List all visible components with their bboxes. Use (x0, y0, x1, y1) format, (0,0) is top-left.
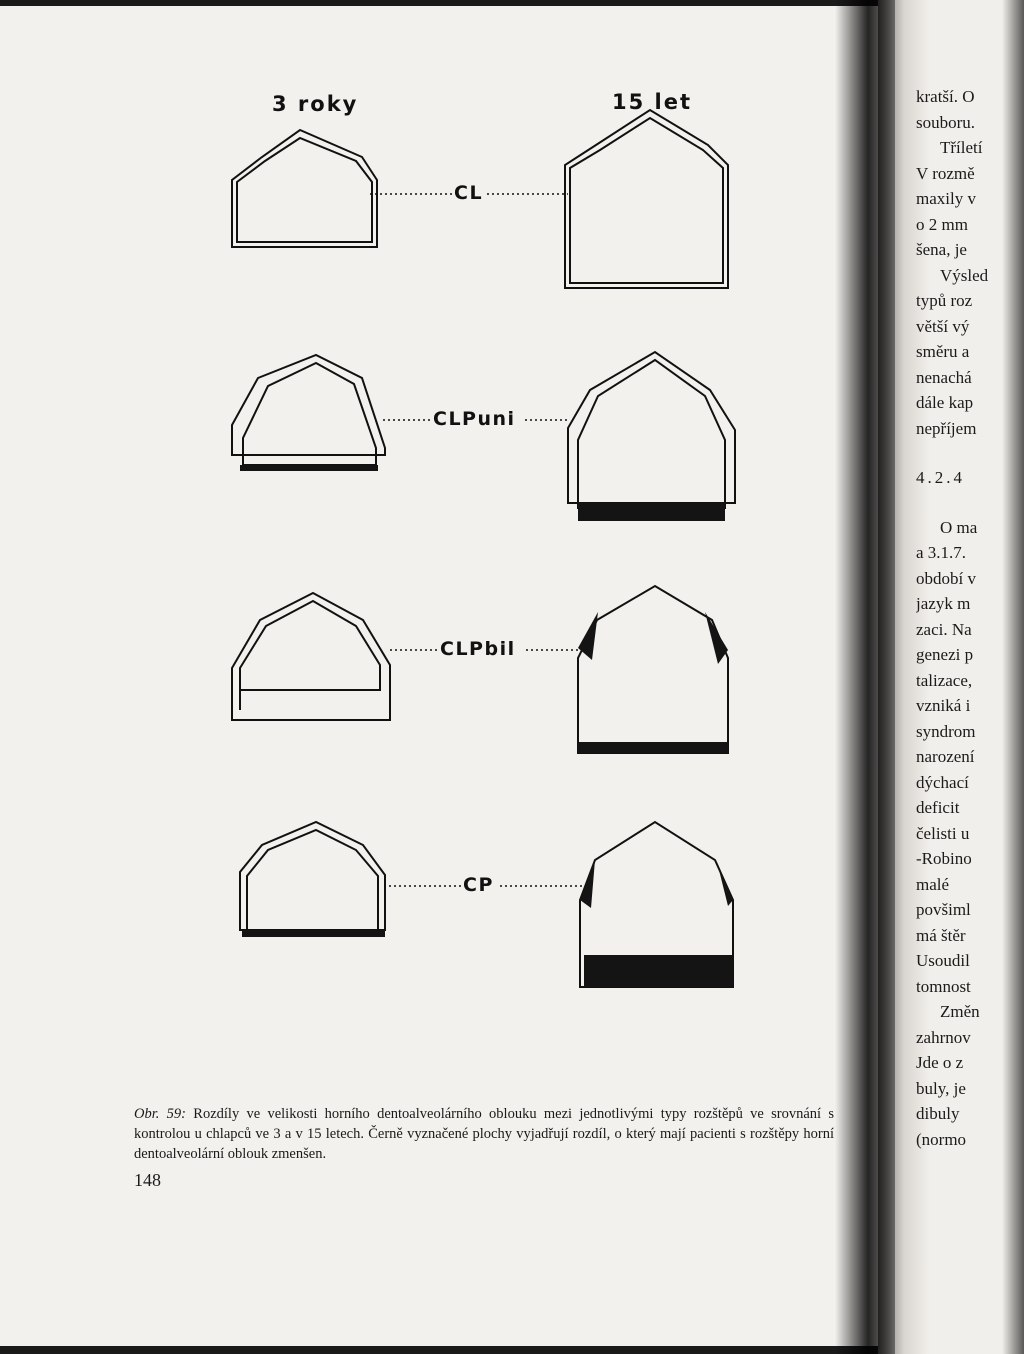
text-line: genezi p (916, 645, 974, 664)
arch-clpuni-3-roky (232, 355, 385, 465)
difference-areas (240, 465, 733, 987)
difference-cp-3-roky (242, 930, 385, 937)
difference-clpuni-3-roky (240, 465, 378, 471)
text-line: šena, je (916, 240, 967, 259)
column-title-15-let: 15 let (612, 90, 693, 114)
text-line: období v (916, 568, 976, 588)
text-line: (normo (916, 1129, 967, 1149)
text-line: směru a (916, 342, 970, 361)
text-line: o 2 mm (916, 214, 968, 234)
text-line: povšiml (916, 900, 971, 919)
text-line: deficit (916, 798, 960, 817)
text-line: zahrnov (916, 1027, 971, 1047)
caption-text: Rozdíly ve velikosti horního dentoalveolárního oblouku mezi jednotlivými typy rozštěpů ve srovnání s kontrolou u chlapců ve 3 a v 15 letech. Černě vyznačené plochy vyjadřují rozdíl, o který mají pacienti s rozštěpy horní dentoalveolární oblouk zmenšen. (134, 1106, 835, 1162)
arch-clpbil-3-roky (232, 593, 390, 720)
text-line: Výsled (940, 265, 989, 285)
text-line: nenachá (916, 367, 972, 387)
caption-label: Obr. 59: (134, 1106, 186, 1122)
text-line: -Robino (916, 849, 972, 868)
book-spine-shadow (835, 0, 895, 1354)
text-line: dibuly (916, 1104, 960, 1123)
text-line: maxily v (916, 189, 976, 208)
figure-caption (134, 1104, 834, 1164)
difference-clpuni-15-let (578, 503, 725, 521)
text-line: O ma (940, 517, 978, 537)
text-line: syndrom (916, 721, 976, 741)
difference-clpbil-15-let-bottom (578, 742, 728, 753)
text-line: čelisti u (916, 823, 970, 843)
text-line: Změn (940, 1002, 980, 1021)
text-line: větší vý (916, 316, 970, 336)
text-line: Usoudil (916, 951, 970, 970)
text-line: dýchací (916, 772, 969, 792)
text-line: Jde o z (916, 1053, 964, 1072)
row-label-clpbil: CLPbil (440, 638, 516, 660)
difference-cp-15-let-bottom (584, 955, 733, 987)
facing-page-text (916, 84, 1024, 1152)
text-line: malé (916, 874, 950, 894)
text-line: nepříjem (916, 418, 977, 438)
difference-cp-15-let-right (717, 862, 733, 906)
text-line: jazyk m (916, 594, 971, 613)
difference-clpbil-15-let-right (705, 612, 728, 664)
text-line: talizace, (916, 670, 973, 690)
section-heading: 4.2.4 (916, 468, 965, 487)
text-line: a 3.1.7. (916, 543, 967, 562)
text-line: kratší. O (916, 87, 975, 106)
text-line: souboru. (916, 112, 976, 132)
text-line: narození (916, 747, 975, 766)
arch-clpuni-15-let (568, 352, 735, 508)
text-line: dále kap (916, 393, 974, 412)
text-line: tomnost (916, 976, 971, 996)
arch-cp-3-roky (240, 822, 385, 930)
row-label-clpuni: CLPuni (433, 408, 516, 430)
arch-clpbil-15-let (578, 586, 728, 753)
text-line: má štěr (916, 925, 966, 945)
row-label-cp: CP (463, 874, 494, 896)
page-number: 148 (134, 1170, 161, 1190)
text-line: zaci. Na (916, 619, 972, 639)
text-line: Tříletí (940, 138, 983, 157)
text-line: vzniká i (916, 696, 971, 715)
row-label-cl: CL (454, 182, 484, 204)
text-line: buly, je (916, 1078, 966, 1098)
arch-cl-15-let (565, 110, 728, 288)
difference-cp-15-let-left (580, 860, 595, 908)
arch-cl-3-roky (232, 130, 377, 247)
text-line: V rozmě (916, 163, 975, 183)
column-title-3-roky: 3 roky (272, 92, 359, 116)
text-line: typů roz (916, 291, 973, 310)
